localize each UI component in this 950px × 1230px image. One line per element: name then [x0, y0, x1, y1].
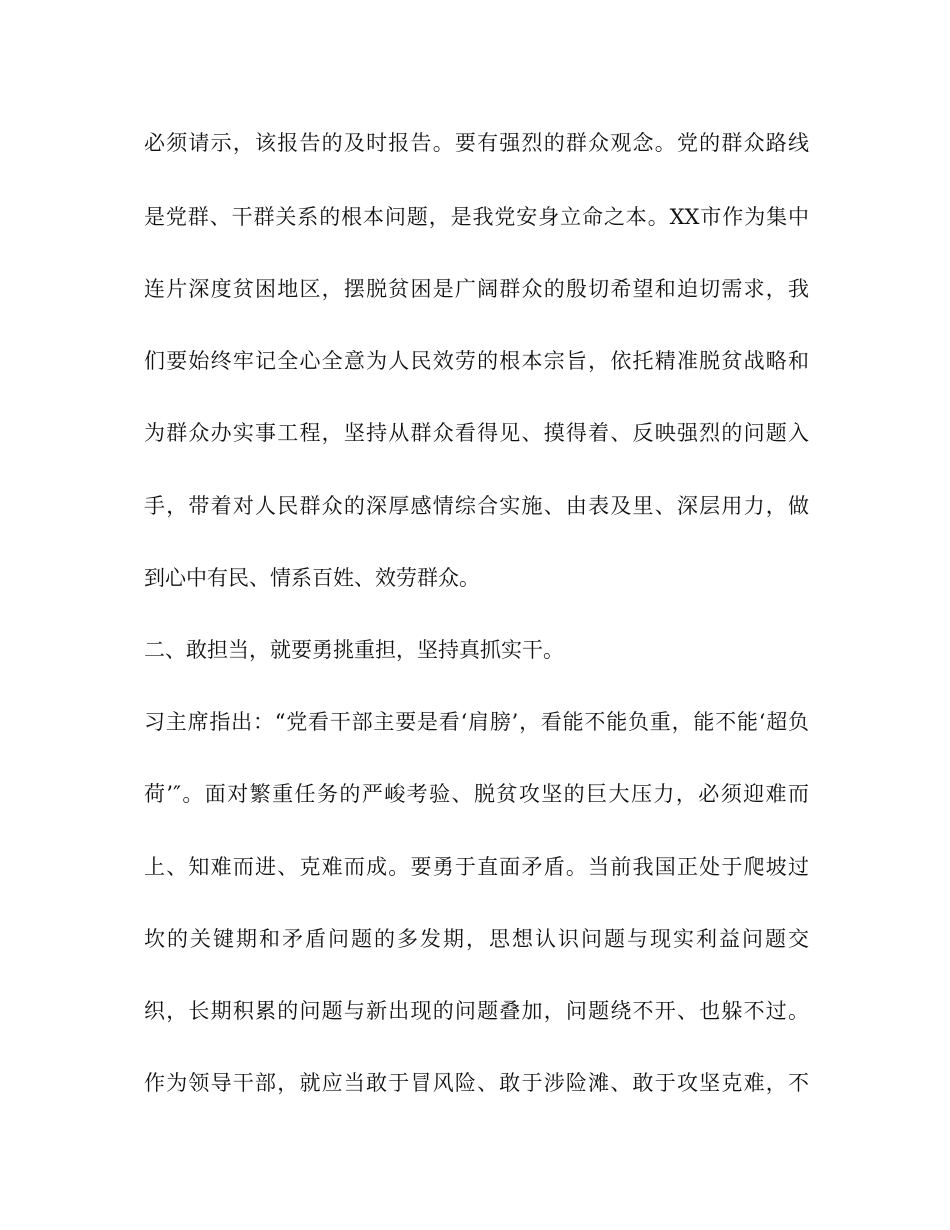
paragraph-line: 连片深度贫困地区，摆脱贫困是广阔群众的殷切希望和迫切需求，我	[144, 277, 809, 301]
paragraph-line: 必须请示，该报告的及时报告。要有强烈的群众观念。党的群众路线	[144, 131, 809, 155]
paragraph-line: 手，带着对人民群众的深厚感情综合实施、由表及里、深层用力，做	[144, 494, 809, 518]
paragraph-line: 荷’″。面对繁重任务的严峻考验、脱贫攻坚的巨大压力，必须迎难而	[144, 782, 809, 806]
section-heading: 二、敢担当，就要勇挑重担，坚持真抓实干。	[144, 638, 564, 662]
paragraph-line: 织，长期积累的问题与新出现的问题叠加，问题绕不开、也躲不过。	[144, 999, 809, 1023]
paragraph-line: 坎的关键期和矛盾问题的多发期，思想认识问题与现实利益问题交	[144, 927, 809, 951]
paragraph-line: 是党群、干群关系的根本问题，是我党安身立命之本。XX市作为集中	[144, 205, 809, 229]
paragraph-line: 到心中有民、情系百姓、效劳群众。	[144, 566, 480, 590]
paragraph-line: 为群众办实事工程，坚持从群众看得见、摸得着、反映强烈的问题入	[144, 421, 809, 445]
paragraph-line: 作为领导干部，就应当敢于冒风险、敢于涉险滩、敢于攻坚克难，不	[144, 1071, 809, 1095]
paragraph-line: 上、知难而进、克难而成。要勇于直面矛盾。当前我国正处于爬坡过	[144, 855, 809, 879]
paragraph-line: 们要始终牢记全心全意为人民效劳的根本宗旨，依托精准脱贫战略和	[144, 349, 809, 373]
paragraph-line: 习主席指出：“党看干部主要是看‘肩膀’，看能不能负重，能不能‘超负	[144, 710, 809, 734]
